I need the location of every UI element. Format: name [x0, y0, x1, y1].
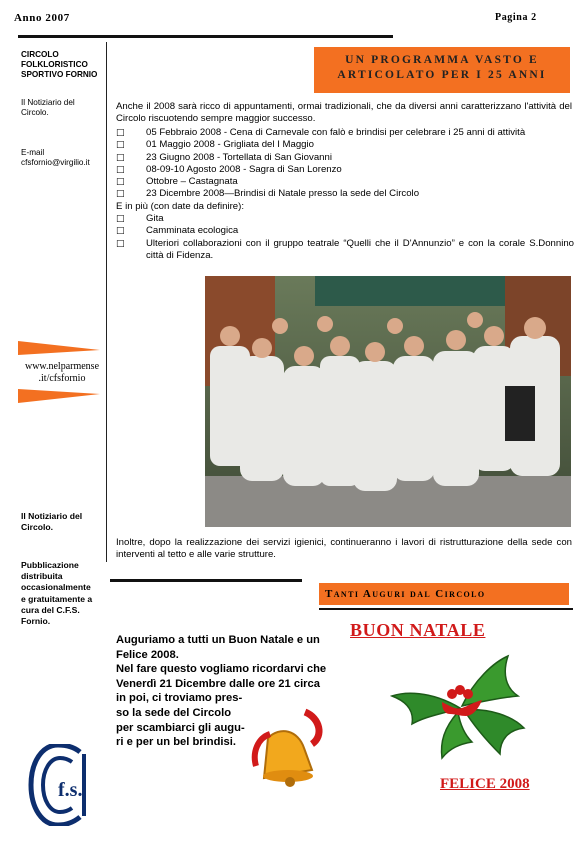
- pub-line-2: distribuita: [21, 571, 63, 582]
- sidebar-org: [21, 50, 97, 80]
- program-title-line-2: ARTICOLATO PER I 25 ANNI: [337, 69, 547, 81]
- header-page: Pagina 2: [495, 12, 537, 23]
- holly-leaf-bottom: [442, 712, 472, 758]
- email-address[interactable]: cfsfornio@virgilio.it: [21, 158, 90, 167]
- event-row: [116, 176, 574, 188]
- checkbox-bullet-icon: □: [116, 177, 125, 188]
- checkbox-bullet-icon: □: [116, 226, 125, 237]
- event-row: [116, 139, 574, 151]
- event-row: [116, 152, 574, 164]
- pub-line-6: Fornio.: [21, 616, 51, 627]
- holly-icon: [390, 650, 530, 762]
- extra-row: [116, 238, 574, 263]
- event-text: 23 Dicembre 2008—Brindisi di Natale presso la sede del Circolo: [146, 188, 420, 200]
- checkbox-bullet-icon: □: [116, 128, 125, 138]
- notiziario-bold-line-2: Circolo.: [21, 522, 53, 532]
- checkbox-bullet-icon: □: [116, 152, 125, 163]
- org-line-2: FOLKLORISTICO: [21, 60, 88, 69]
- bell-icon: [250, 708, 330, 788]
- photo-awning: [315, 276, 505, 306]
- event-row: [116, 127, 574, 139]
- org-line-1: CIRCOLO: [21, 50, 59, 59]
- buon-natale-heading: BUON NATALE: [350, 620, 486, 640]
- arrow-bottom-shape: [18, 389, 100, 403]
- bell-ribbon: [305, 712, 319, 744]
- holly-berry: [463, 689, 473, 699]
- felice-heading: FELICE 2008: [440, 776, 530, 792]
- website-link[interactable]: [20, 361, 104, 385]
- notiziario-bold-line-1: Il Notiziario del: [21, 511, 83, 521]
- header-year: Anno 2007: [14, 12, 70, 24]
- sidebar-divider: [106, 42, 107, 562]
- sidebar-notiziario-bold: [21, 511, 82, 533]
- pub-line-4: e gratuitamente a: [21, 593, 93, 604]
- auguri-line: in poi, ci troviamo pres-: [116, 692, 243, 705]
- section-rule: [110, 579, 302, 582]
- auguri-banner: Tanti Auguri dal Circolo: [319, 583, 569, 605]
- group-photo: [205, 276, 571, 527]
- header-rule: [18, 35, 393, 38]
- checkbox-bullet-icon: □: [116, 140, 125, 151]
- event-text: 08-09-10 Agosto 2008 - Sagra di San Lorenzo: [146, 163, 342, 175]
- auguri-line: so la sede del Circolo: [116, 706, 232, 719]
- program-title-line-1: UN PROGRAMMA VASTO E: [345, 54, 539, 66]
- email-label: E-mail: [21, 148, 45, 157]
- holly-leaf-right: [464, 710, 524, 754]
- bell-clapper: [285, 777, 295, 787]
- event-row: [116, 188, 574, 200]
- extra-intro-row: [116, 201, 574, 213]
- auguri-line: ri e per un bel brindisi.: [116, 736, 236, 749]
- auguri-line: Felice 2008.: [116, 648, 179, 661]
- logo-letters: f.s.: [58, 779, 83, 801]
- sidebar-notiziario: [21, 98, 75, 118]
- arrow-top-shape: [18, 341, 100, 355]
- extra-text: Gita: [146, 213, 164, 225]
- auguri-rule: [319, 608, 573, 610]
- sidebar-email: [21, 148, 90, 168]
- extra-row: [116, 213, 574, 225]
- extra-text: Camminata ecologica: [146, 225, 239, 237]
- pub-line-1: Pubblicazione: [21, 560, 79, 570]
- extra-text: Ulteriori collaborazioni con il gruppo teatrale “Quelli che il D'Annunzio” e con la corale S.Donnino città di Fidenza.: [146, 237, 574, 261]
- checkbox-bullet-icon: □: [116, 164, 125, 175]
- event-row: [116, 164, 574, 176]
- auguri-line: Nel fare questo vogliamo ricordarvi che: [116, 663, 327, 676]
- event-text: 23 Giugno 2008 - Tortellata di San Giovanni: [146, 151, 332, 163]
- program-list: [116, 127, 574, 262]
- event-text: 01 Maggio 2008 - Grigliata del I Maggio: [146, 139, 314, 151]
- notiziario-line-1: Il Notiziario del: [21, 98, 75, 107]
- pub-line-5: cura del C.F.S.: [21, 604, 80, 615]
- program-intro: Anche il 2008 sarà ricco di appuntamenti, ormai tradizionali, che da diversi anni caratterizzano l'attività del Circolo riscuotendo sempre maggior successo.: [116, 101, 572, 125]
- org-line-3: SPORTIVO FORNIO: [21, 70, 98, 79]
- program-title-banner: [314, 47, 570, 93]
- checkbox-bullet-icon: □: [116, 189, 125, 200]
- extra-row: [116, 225, 574, 237]
- pub-line-3: occasionalmente: [21, 582, 91, 593]
- checkbox-bullet-icon: □: [116, 238, 125, 249]
- auguri-line: per scambiarci gli augu-: [116, 721, 245, 734]
- cfsf-logo: [28, 744, 98, 826]
- extra-intro-text: E in più (con date da definire):: [116, 200, 244, 212]
- website-line-2: .it/cfsfornio: [38, 373, 86, 384]
- sidebar-pubblicazione: [21, 560, 92, 627]
- photo-black-apron: [505, 386, 535, 441]
- notiziario-line-2: Circolo.: [21, 108, 49, 117]
- website-line-1: www.nelparmense: [24, 361, 100, 372]
- auguri-line: Auguriamo a tutti un Buon Natale e un: [116, 634, 320, 646]
- event-text: 05 Febbraio 2008 - Cena di Carnevale con falò e brindisi per celebrare i 25 anni di attività: [146, 127, 526, 138]
- auguri-line: Venerdì 21 Dicembre dalle ore 21 circa: [116, 677, 320, 690]
- closing-paragraph: Inoltre, dopo la realizzazione dei servizi igienici, continueranno i lavori di ristrutturazione della sede con interventi al tetto e alle varie strutture.: [116, 537, 572, 561]
- holly-leaf-top: [462, 656, 518, 706]
- checkbox-bullet-icon: □: [116, 214, 125, 225]
- event-text: Ottobre – Castagnata: [146, 176, 238, 188]
